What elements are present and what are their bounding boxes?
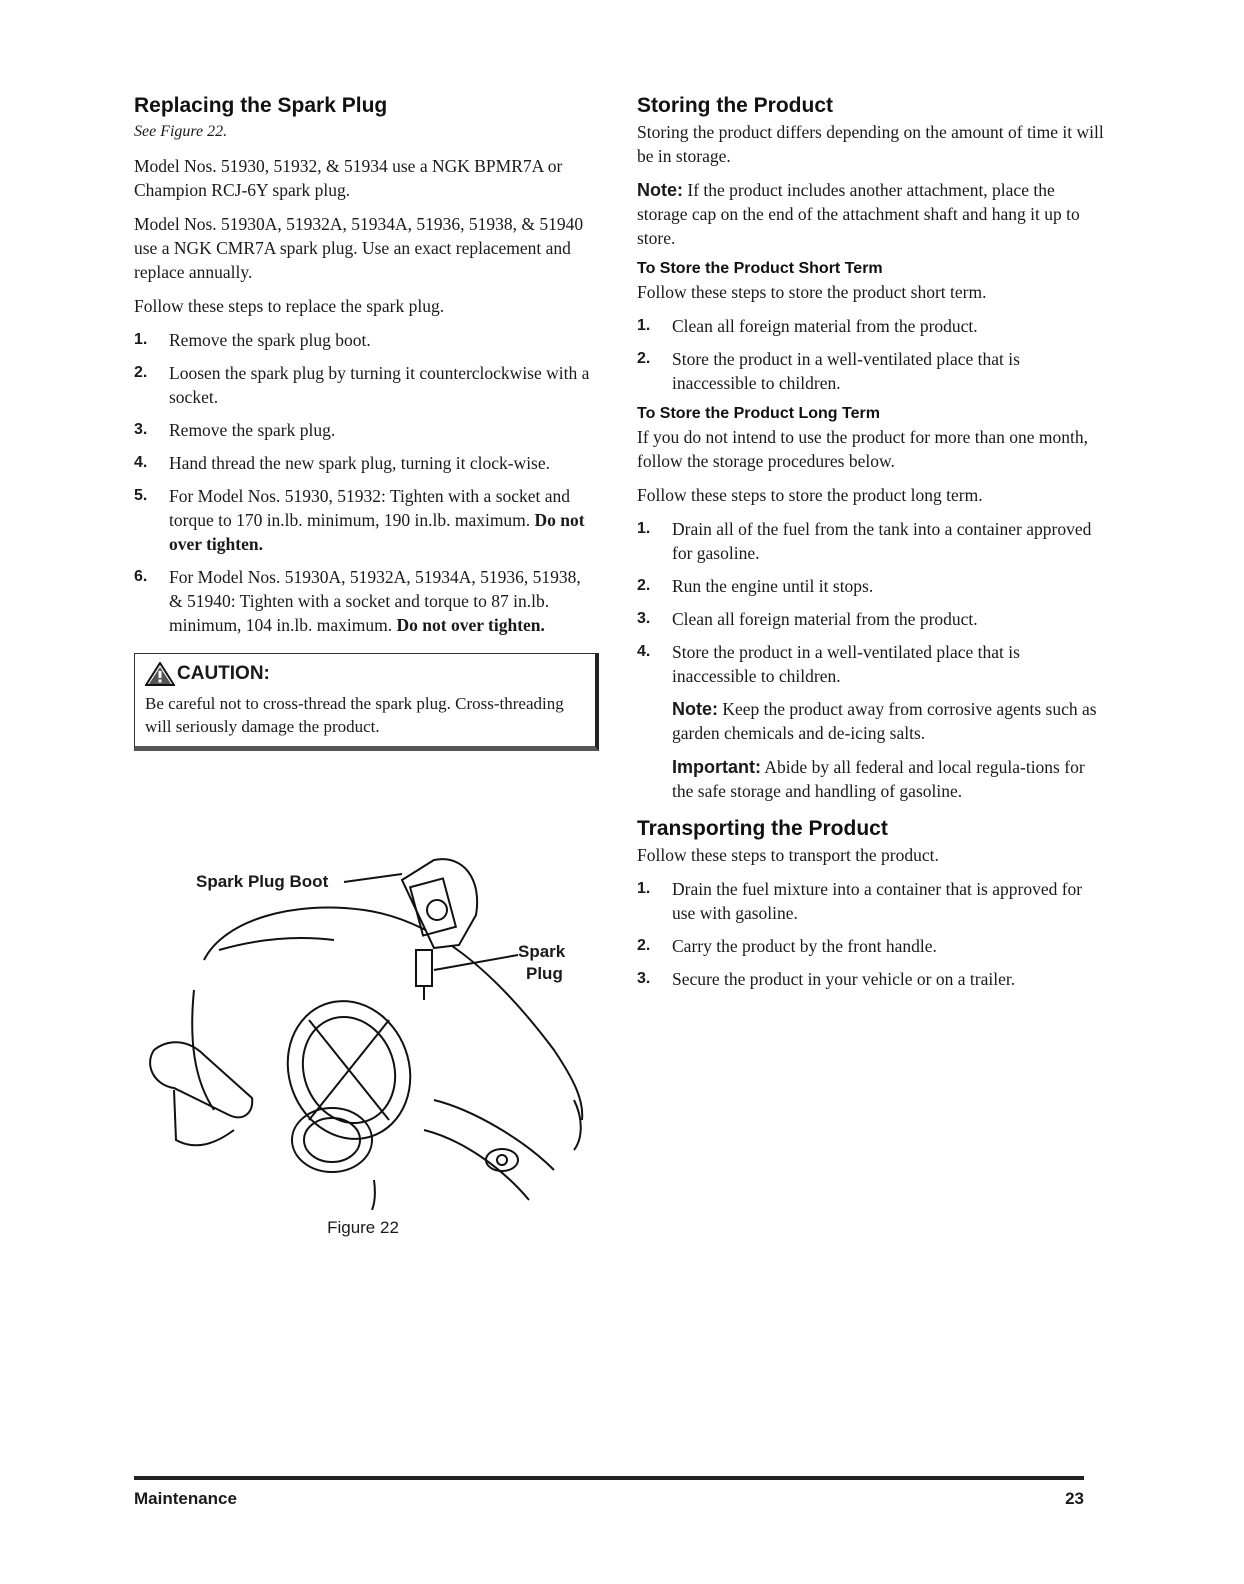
list-item (637, 314, 1107, 338)
label-spark: Spark (518, 942, 566, 961)
caution-text: Be careful not to cross-thread the spark plug. Cross-threading will seriously damage the product. (145, 694, 564, 736)
step-text: Store the product in a well-ventilated place that is inaccessible to children. (672, 642, 1020, 686)
left-column (134, 94, 592, 751)
step-text: Secure the product in your vehicle or on a trailer. (672, 969, 1016, 989)
step-text: Drain all of the fuel from the tank into a container approved for gasoline. (672, 519, 1092, 563)
note-label: Note: (637, 180, 683, 200)
important-label: Important: (672, 757, 761, 777)
paragraph-models-1: Model Nos. 51930, 51932, & 51934 use a NGK BPMR7A or Champion RCJ-6Y spark plug. (134, 156, 563, 200)
caution-box (134, 653, 599, 751)
important-text: Abide by all federal and local regula-tions for the safe storage and handling of gasoline. (672, 757, 1085, 801)
step-number: 3. (637, 610, 651, 627)
caution-title: CAUTION: (177, 663, 270, 684)
step-text: Clean all foreign material from the product. (672, 609, 978, 629)
footer-divider (134, 1476, 1084, 1480)
step-text: Carry the product by the front handle. (672, 936, 937, 956)
list-item (637, 607, 1107, 631)
short-term-steps (637, 314, 1107, 395)
short-term-intro: Follow these steps to store the product short term. (637, 282, 987, 302)
step-warning: Do not over tighten. (169, 510, 585, 554)
step-number: 1. (637, 317, 651, 334)
note-text: Keep the product away from corrosive agents such as garden chemicals and de-icing salts. (672, 699, 1097, 743)
step-text: Hand thread the new spark plug, turning it clock-wise. (169, 453, 551, 473)
step-text: Remove the spark plug. (169, 420, 336, 440)
step-text: Run the engine until it stops. (672, 576, 874, 596)
note-text: If the product includes another attachment, place the storage cap on the end of the attachment shaft and hang it up to store. (637, 180, 1080, 248)
transport-intro: Follow these steps to transport the product. (637, 845, 939, 865)
paragraph-follow-steps: Follow these steps to replace the spark plug. (134, 296, 445, 316)
right-column (637, 94, 1107, 1000)
list-item (134, 451, 592, 475)
step-warning: Do not over tighten. (396, 615, 545, 635)
section-heading-transporting: Transporting the Product (637, 817, 888, 840)
section-heading-storing: Storing the Product (637, 94, 833, 117)
step-number: 1. (134, 331, 148, 348)
step-text: For Model Nos. 51930, 51932: Tighten with a socket and torque to 170 in.lb. minimum, 190 in.lb. maximum. (169, 486, 571, 530)
step-number: 1. (637, 880, 651, 897)
spark-plug-illustration (134, 840, 592, 1210)
important-note (672, 755, 1107, 803)
corrosion-note (672, 697, 1107, 745)
label-plug: Plug (526, 964, 563, 983)
step-text: Remove the spark plug boot. (169, 330, 371, 350)
list-item (637, 877, 1107, 925)
note-label: Note: (672, 699, 718, 719)
step-number: 3. (637, 970, 651, 987)
step-number: 3. (134, 421, 148, 438)
long-term-intro: If you do not intend to use the product for more than one month, follow the storage procedures below. (637, 427, 1089, 471)
step-number: 6. (134, 568, 148, 585)
step-text: Drain the fuel mixture into a container that is approved for use with gasoline. (672, 879, 1083, 923)
step-text: Store the product in a well-ventilated place that is inaccessible to children. (672, 349, 1020, 393)
list-item (637, 934, 1107, 958)
storing-note (637, 178, 1107, 250)
list-item (637, 347, 1107, 395)
long-term-intro-2: Follow these steps to store the product long term. (637, 485, 983, 505)
long-term-steps (637, 517, 1107, 688)
step-number: 2. (134, 364, 148, 381)
step-number: 4. (637, 643, 651, 660)
step-number: 1. (637, 520, 651, 537)
list-item (637, 574, 1107, 598)
step-number: 2. (637, 577, 651, 594)
step-text: Clean all foreign material from the product. (672, 316, 978, 336)
transport-steps (637, 877, 1107, 991)
list-item (134, 418, 592, 442)
storing-intro: Storing the product differs depending on the amount of time it will be in storage. (637, 122, 1104, 166)
list-item (134, 484, 592, 556)
caution-header (145, 662, 585, 686)
subheading-short-term: To Store the Product Short Term (637, 260, 883, 277)
list-item (637, 967, 1107, 991)
list-item (134, 565, 592, 637)
footer-section-name: Maintenance (134, 1489, 237, 1508)
warning-triangle-icon (145, 662, 175, 686)
step-number: 2. (637, 937, 651, 954)
step-number: 4. (134, 454, 148, 471)
subheading-long-term: To Store the Product Long Term (637, 405, 880, 422)
page-number: 23 (1065, 1489, 1084, 1508)
step-number: 2. (637, 350, 651, 367)
label-spark-plug-boot: Spark Plug Boot (196, 872, 329, 891)
list-item (134, 361, 592, 409)
figure-22 (134, 840, 592, 1260)
list-item (134, 328, 592, 352)
paragraph-models-2: Model Nos. 51930A, 51932A, 51934A, 51936, 51938, & 51940 use a NGK CMR7A spark plug. Use an exact replacement and replace annually. (134, 214, 584, 282)
step-number: 5. (134, 487, 148, 504)
section-heading-spark-plug: Replacing the Spark Plug (134, 94, 388, 117)
see-figure-ref: See Figure 22. (134, 123, 228, 140)
long-term-notes (637, 697, 1107, 803)
spark-plug-steps (134, 328, 592, 637)
figure-caption: Figure 22 (327, 1218, 399, 1237)
step-text: For Model Nos. 51930A, 51932A, 51934A, 51936, 51938, & 51940: Tighten with a socket and torque to 87 in.lb. minimum, 104 in.lb. maximum. (169, 567, 581, 635)
list-item (637, 517, 1107, 565)
list-item (637, 640, 1107, 688)
step-text: Loosen the spark plug by turning it counterclockwise with a socket. (169, 363, 590, 407)
